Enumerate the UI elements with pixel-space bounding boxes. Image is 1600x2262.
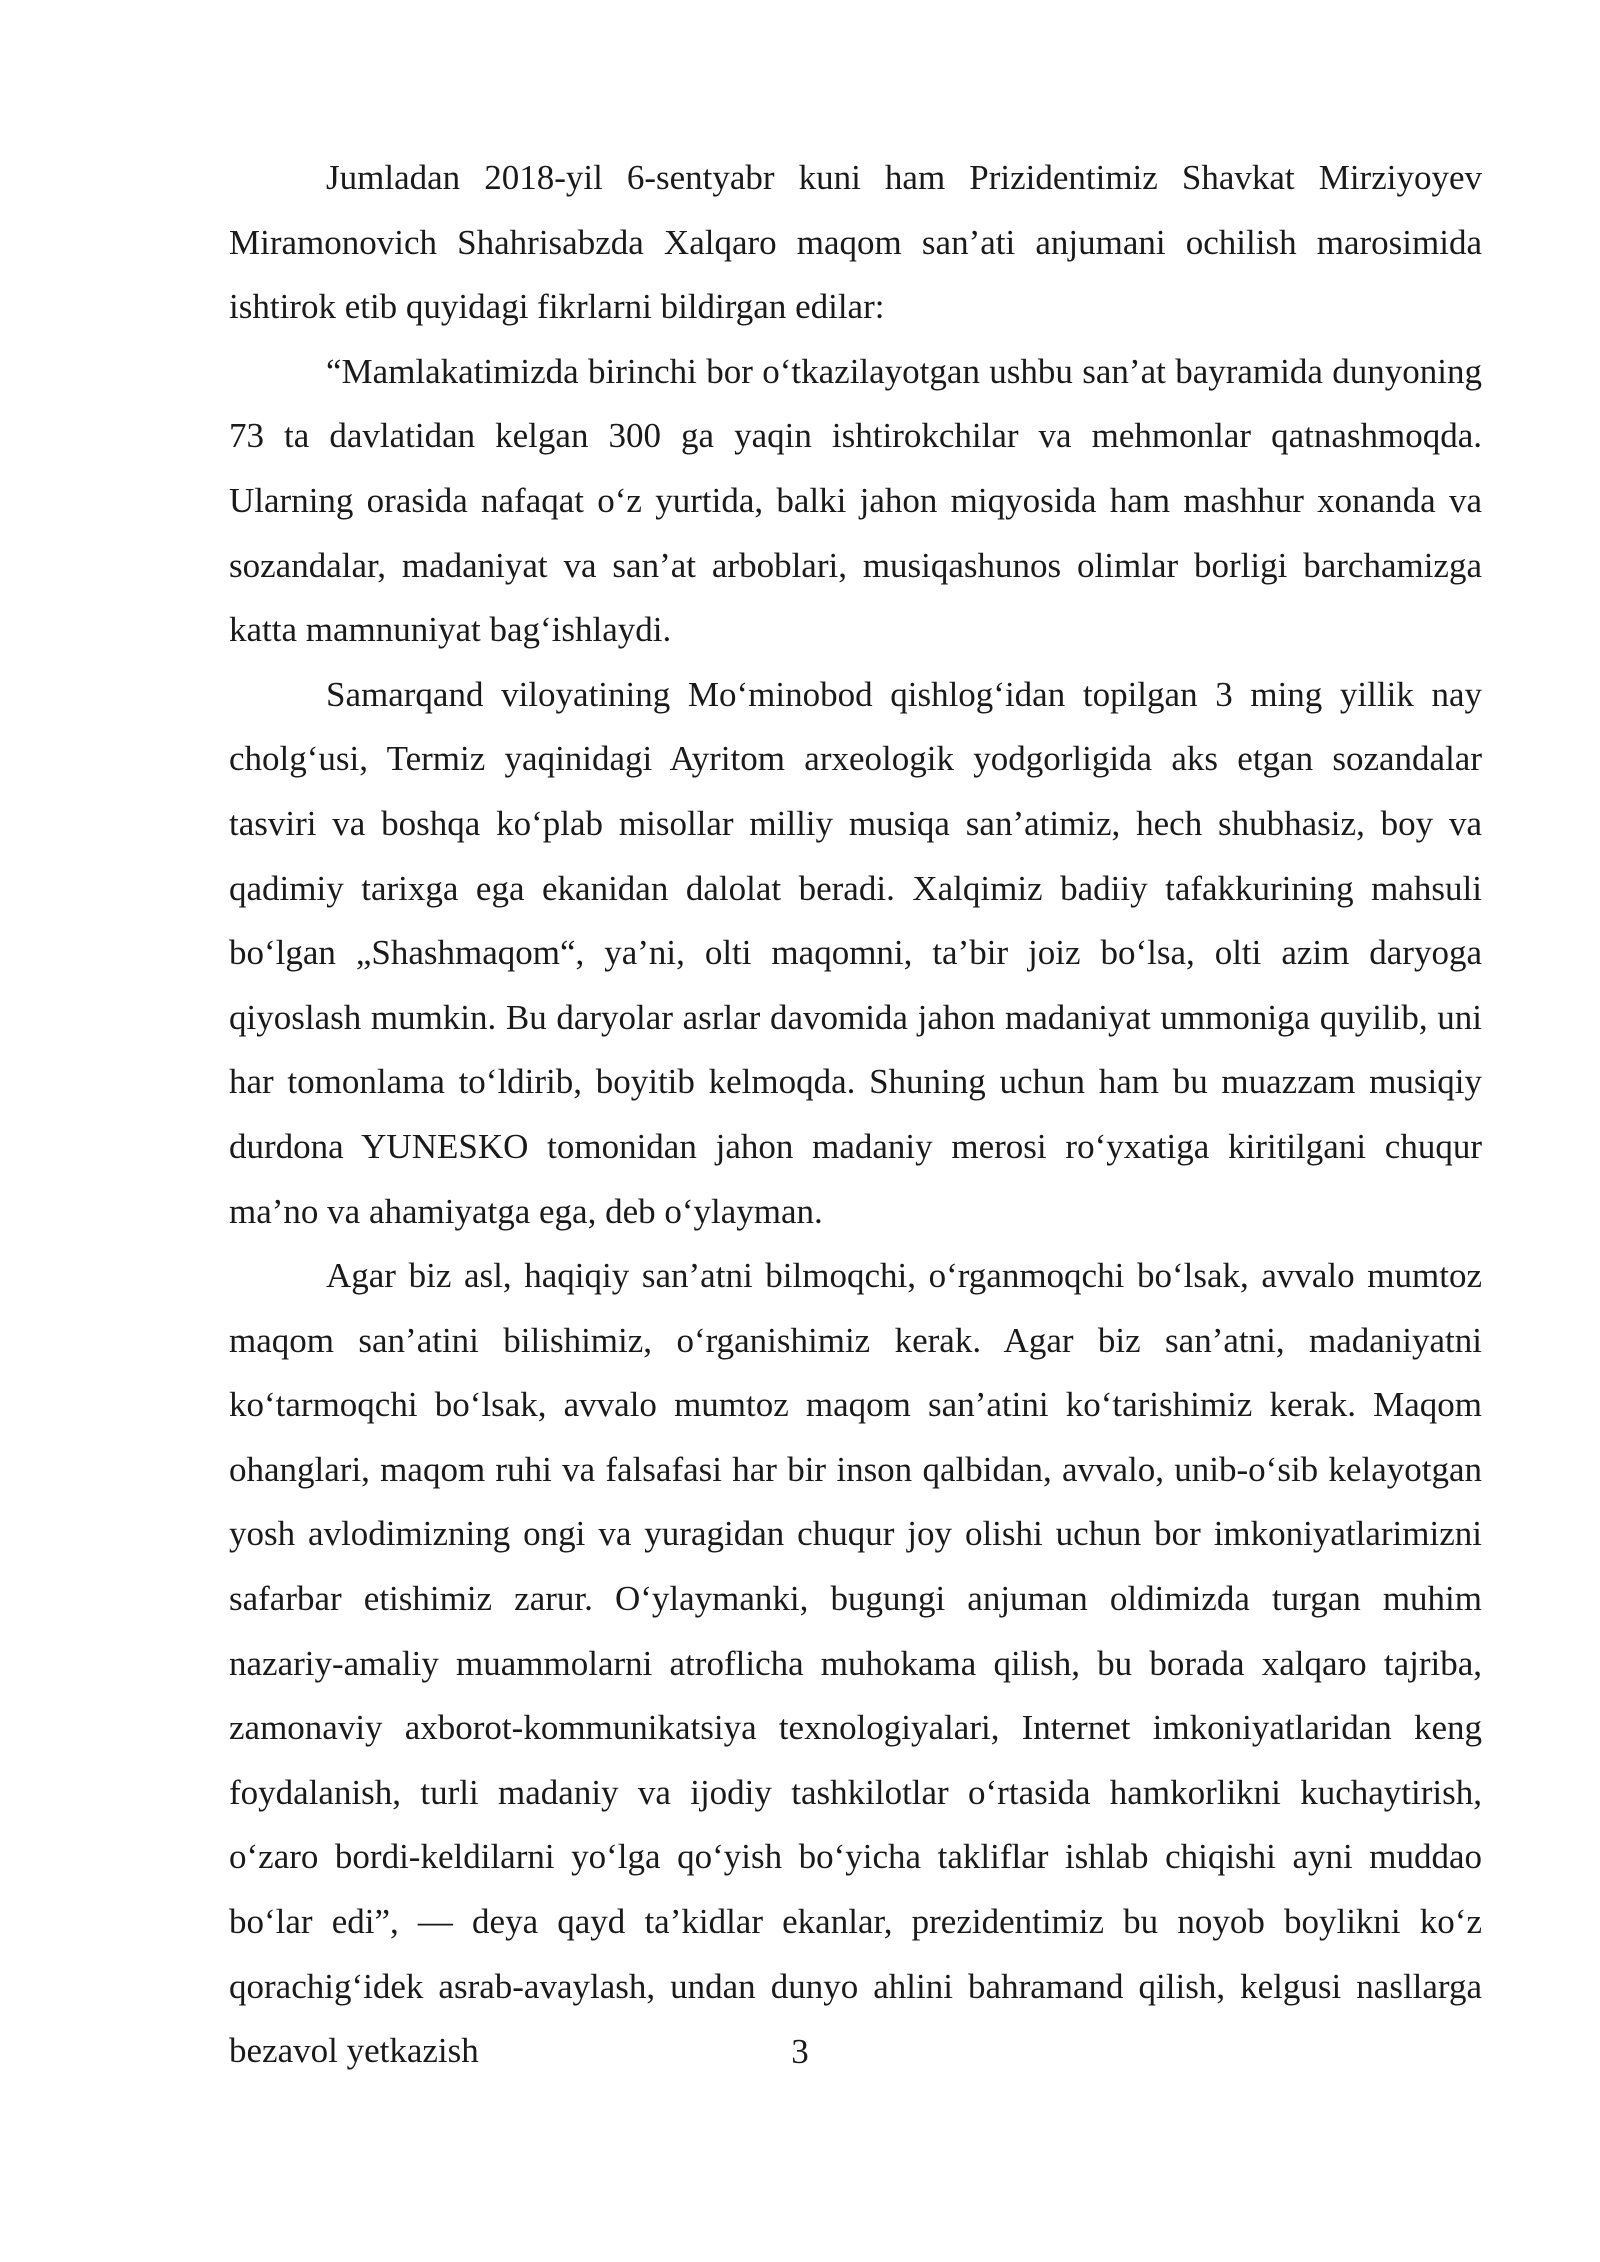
paragraph-samarqand: Samarqand viloyatining Mo‘minobod qishlog‘idan topilgan 3 ming yillik nay cholg‘usi, Termiz yaqinidagi Ayritom arxeologik yodgorligida aks etgan sozandalar tasviri va boshqa ko‘plab misollar milliy musiqa san’atimiz, hech shubhasiz, boy va qadimiy tarixga ega ekanidan dalolat beradi. Xalqimiz badiiy tafakkurining mahsuli bo‘lgan „Shashmaqom“, ya’ni, olti maqomni, ta’bir joiz bo‘lsa, olti azim daryoga qiyoslash mumkin. Bu daryolar asrlar davomida jahon madaniyat ummoniga quyilib, uni har tomonlama to‘ldirib, boyitib kelmoqda. Shuning uchun ham bu muazzam musiqiy durdona YUNESKO tomonidan jahon madaniy merosi ro‘yxatiga kiritilgani chuqur ma’no va ahamiyatga ega, deb o‘ylayman. [229, 674, 1482, 1231]
page-number: 3 [791, 2032, 809, 2071]
paragraph-quote-start: “Mamlakatimizda birinchi bor o‘tkazilayotgan ushbu san’at bayramida dunyoning 73 ta davlatidan kelgan 300 ga yaqin ishtirokchilar va mehmonlar qatnashmoqda. Ularning orasida nafaqat o‘z yurtida, balki jahon miqyosida ham mashhur xonanda va sozandalar, madaniyat va san’at arboblari, musiqashunos olimlar borligi barchamizga katta mamnuniyat bag‘ishlaydi. [229, 351, 1482, 650]
paragraph-intro: Jumladan 2018-yil 6-sentyabr kuni ham Prizidentimiz Shavkat Mirziyoyev Miramonovich Shahrisabzda Xalqaro maqom san’ati anjumani ochilish marosimida ishtirok etib quyidagi fikrlarni bildirgan edilar: [229, 158, 1482, 327]
paragraph-maqom: Agar biz asl, haqiqiy san’atni bilmoqchi, o‘rganmoqchi bo‘lsak, avvalo mumtoz maqom san’atini bilishimiz, o‘rganishimiz kerak. Agar biz san’atni, madaniyatni ko‘tarmoqchi bo‘lsak, avvalo mumtoz maqom san’atini ko‘tarishimiz kerak. Maqom ohanglari, maqom ruhi va falsafasi har bir inson qalbidan, avvalo, unib-o‘sib kelayotgan yosh avlodimizning ongi va yuragidan chuqur joy olishi uchun bor imkoniyatlarimizni safarbar etishimiz zarur. O‘ylaymanki, bugungi anjuman oldimizda turgan muhim nazariy-amaliy muammolarni atroflicha muhokama qilish, bu borada xalqaro tajriba, zamonaviy axborot-kommunikatsiya texnologiyalari, Internet imkoniyatlaridan keng foydalanish, turli madaniy va ijodiy tashkilotlar o‘rtasida hamkorlikni kuchaytirish, o‘zaro bordi-keldilarni yo‘lga qo‘yish bo‘yicha takliflar ishlab chiqishi ayni muddao bo‘lar edi”, — deya qayd ta’kidlar ekanlar, prezidentimiz bu noyob boylikni ko‘z qorachig‘idek asrab-avaylash, undan dunyo ahlini bahramand qilish, kelgusi nasllarga bezavol yetkazish [229, 1256, 1482, 2071]
document-body [229, 146, 1482, 2084]
